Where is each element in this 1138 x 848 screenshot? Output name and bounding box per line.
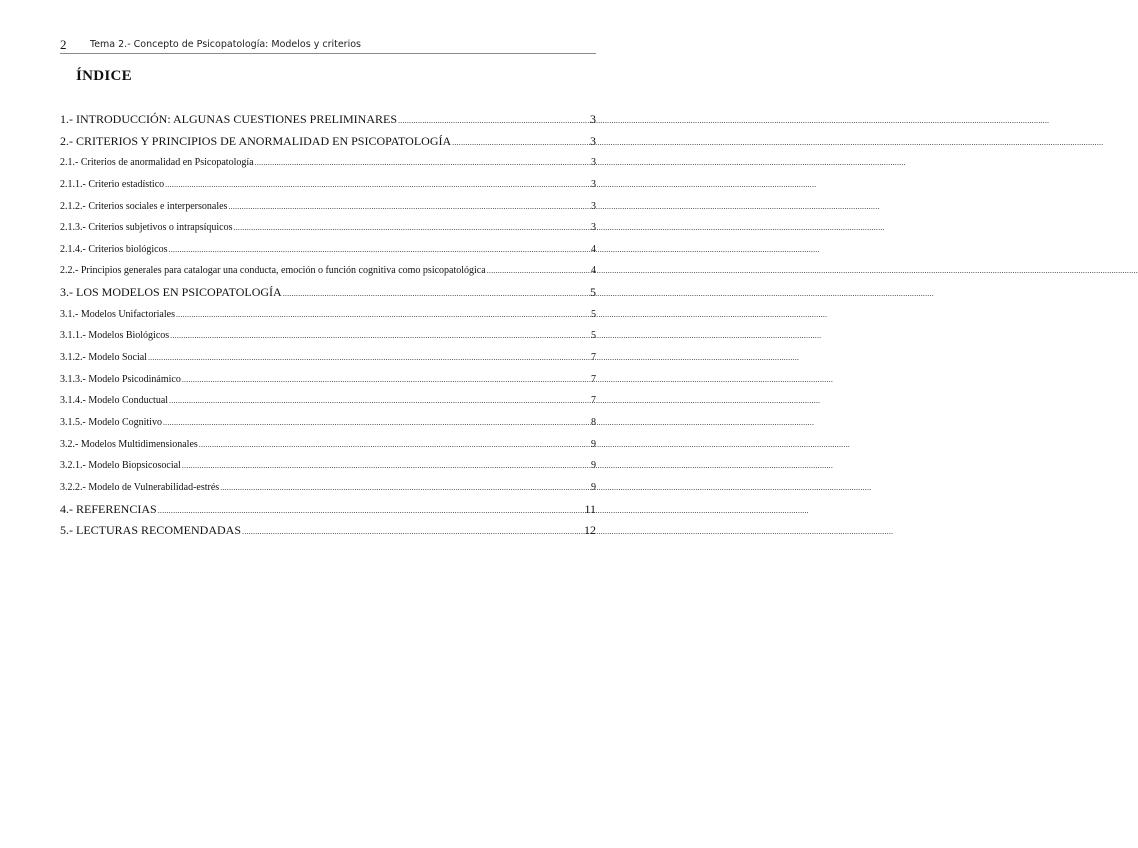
toc-entry-label: 3.1.2.- Modelo Social (60, 352, 147, 364)
toc-entry-label: 2.- CRITERIOS Y PRINCIPIOS DE ANORMALIDAD EN PSICOPATOLOGÍA (60, 133, 452, 148)
toc-dot-leader (228, 196, 589, 218)
toc-entry-label: 3.1.- Modelos Unifactoriales (60, 308, 175, 320)
toc-dot-leader (398, 110, 589, 132)
running-title: Tema 2.- Concepto de Psicopatología: Modelos y criterios (90, 39, 361, 50)
toc-dot-leader (242, 521, 583, 543)
toc-entry-page: 5 (591, 330, 596, 342)
toc-dot-leader (220, 477, 589, 499)
toc-entry-page: 4 (591, 243, 596, 255)
toc-entry-page: 3 (591, 222, 596, 234)
toc-entry[interactable] (60, 434, 596, 456)
toc-entry-label: 4.- REFERENCIAS (60, 501, 157, 516)
toc-dot-leader (176, 304, 589, 326)
toc-dot-leader (165, 174, 589, 196)
toc-entry-label: 2.2.- Principios generales para catalogar una conducta, emoción o función cognitiva como psicopatológica (60, 265, 486, 277)
toc-dot-leader (170, 325, 589, 347)
toc-entry[interactable] (60, 455, 596, 477)
index-heading: ÍNDICE (76, 68, 132, 84)
toc-entry[interactable] (60, 152, 596, 174)
toc-entry-page: 3 (591, 200, 596, 212)
toc-dot-leader (283, 283, 589, 305)
toc-dot-leader (199, 434, 589, 456)
toc-entry[interactable] (60, 174, 596, 196)
toc-entry[interactable] (60, 325, 596, 347)
toc-dot-leader (158, 500, 584, 522)
toc-entry-page: 11 (584, 501, 596, 516)
toc-entry[interactable] (60, 109, 596, 131)
toc-entry[interactable] (60, 260, 596, 282)
toc-entry-label: 3.1.5.- Modelo Cognitivo (60, 416, 162, 428)
toc-dot-leader (452, 132, 589, 154)
toc-entry-label: 2.1.1.- Criterio estadístico (60, 178, 165, 190)
toc-entry-label: 5.- LECTURAS RECOMENDADAS (60, 523, 242, 538)
toc-entry[interactable] (60, 499, 596, 521)
toc-entry[interactable] (60, 131, 596, 153)
toc-entry[interactable] (60, 217, 596, 239)
page-header (60, 38, 596, 54)
toc-dot-leader (163, 412, 589, 434)
toc-dot-leader (182, 455, 589, 477)
toc-dot-leader (234, 217, 590, 239)
toc-entry-page: 7 (591, 352, 596, 364)
toc-entry[interactable] (60, 369, 596, 391)
toc-entry[interactable] (60, 520, 596, 542)
table-of-contents (60, 109, 596, 542)
toc-dot-leader (169, 239, 590, 261)
toc-dot-leader (169, 390, 589, 412)
toc-entry-label: 3.2.- Modelos Multidimensionales (60, 438, 198, 450)
toc-entry-page: 5 (590, 285, 596, 300)
toc-dot-leader (182, 369, 589, 391)
toc-entry-page: 12 (584, 523, 596, 538)
toc-entry-label: 1.- INTRODUCCIÓN: ALGUNAS CUESTIONES PRELIMINARES (60, 112, 398, 126)
toc-entry-page: 7 (591, 395, 596, 407)
toc-entry-page: 3 (590, 112, 596, 126)
toc-entry-page: 9 (591, 481, 596, 493)
toc-entry-page: 3 (590, 133, 596, 148)
toc-entry[interactable] (60, 304, 596, 326)
toc-entry-label: 3.2.2.- Modelo de Vulnerabilidad-estrés (60, 481, 220, 493)
toc-entry-label: 3.- LOS MODELOS EN PSICOPATOLOGÍA (60, 285, 282, 300)
toc-entry-page: 8 (591, 416, 596, 428)
toc-entry-page: 4 (591, 265, 596, 277)
toc-entry-label: 3.2.1.- Modelo Biopsicosocial (60, 460, 181, 472)
toc-entry[interactable] (60, 196, 596, 218)
toc-entry-label: 3.1.1.- Modelos Biológicos (60, 330, 170, 342)
toc-entry[interactable] (60, 239, 596, 261)
toc-entry-page: 5 (591, 308, 596, 320)
toc-entry[interactable] (60, 347, 596, 369)
toc-entry[interactable] (60, 390, 596, 412)
toc-entry-page: 3 (591, 157, 596, 169)
toc-entry-page: 3 (591, 178, 596, 190)
toc-dot-leader (255, 152, 589, 174)
toc-entry-label: 2.1.2.- Criterios sociales e interpersonales (60, 200, 228, 212)
toc-entry-label: 2.1.4.- Criterios biológicos (60, 243, 168, 255)
toc-entry[interactable] (60, 282, 596, 304)
page-number: 2 (60, 37, 67, 52)
toc-entry-page: 7 (591, 373, 596, 385)
toc-entry[interactable] (60, 477, 596, 499)
toc-entry-page: 9 (591, 438, 596, 450)
toc-entry-page: 9 (591, 460, 596, 472)
toc-entry-label: 3.1.4.- Modelo Conductual (60, 395, 169, 407)
toc-dot-leader (487, 260, 589, 282)
toc-entry-label: 3.1.3.- Modelo Psicodinámico (60, 373, 181, 385)
toc-dot-leader (148, 347, 589, 369)
toc-entry-label: 2.1.3.- Criterios subjetivos o intrapsíquicos (60, 222, 233, 234)
toc-entry-label: 2.1.- Criterios de anormalidad en Psicopatología (60, 157, 254, 169)
toc-entry[interactable] (60, 412, 596, 434)
